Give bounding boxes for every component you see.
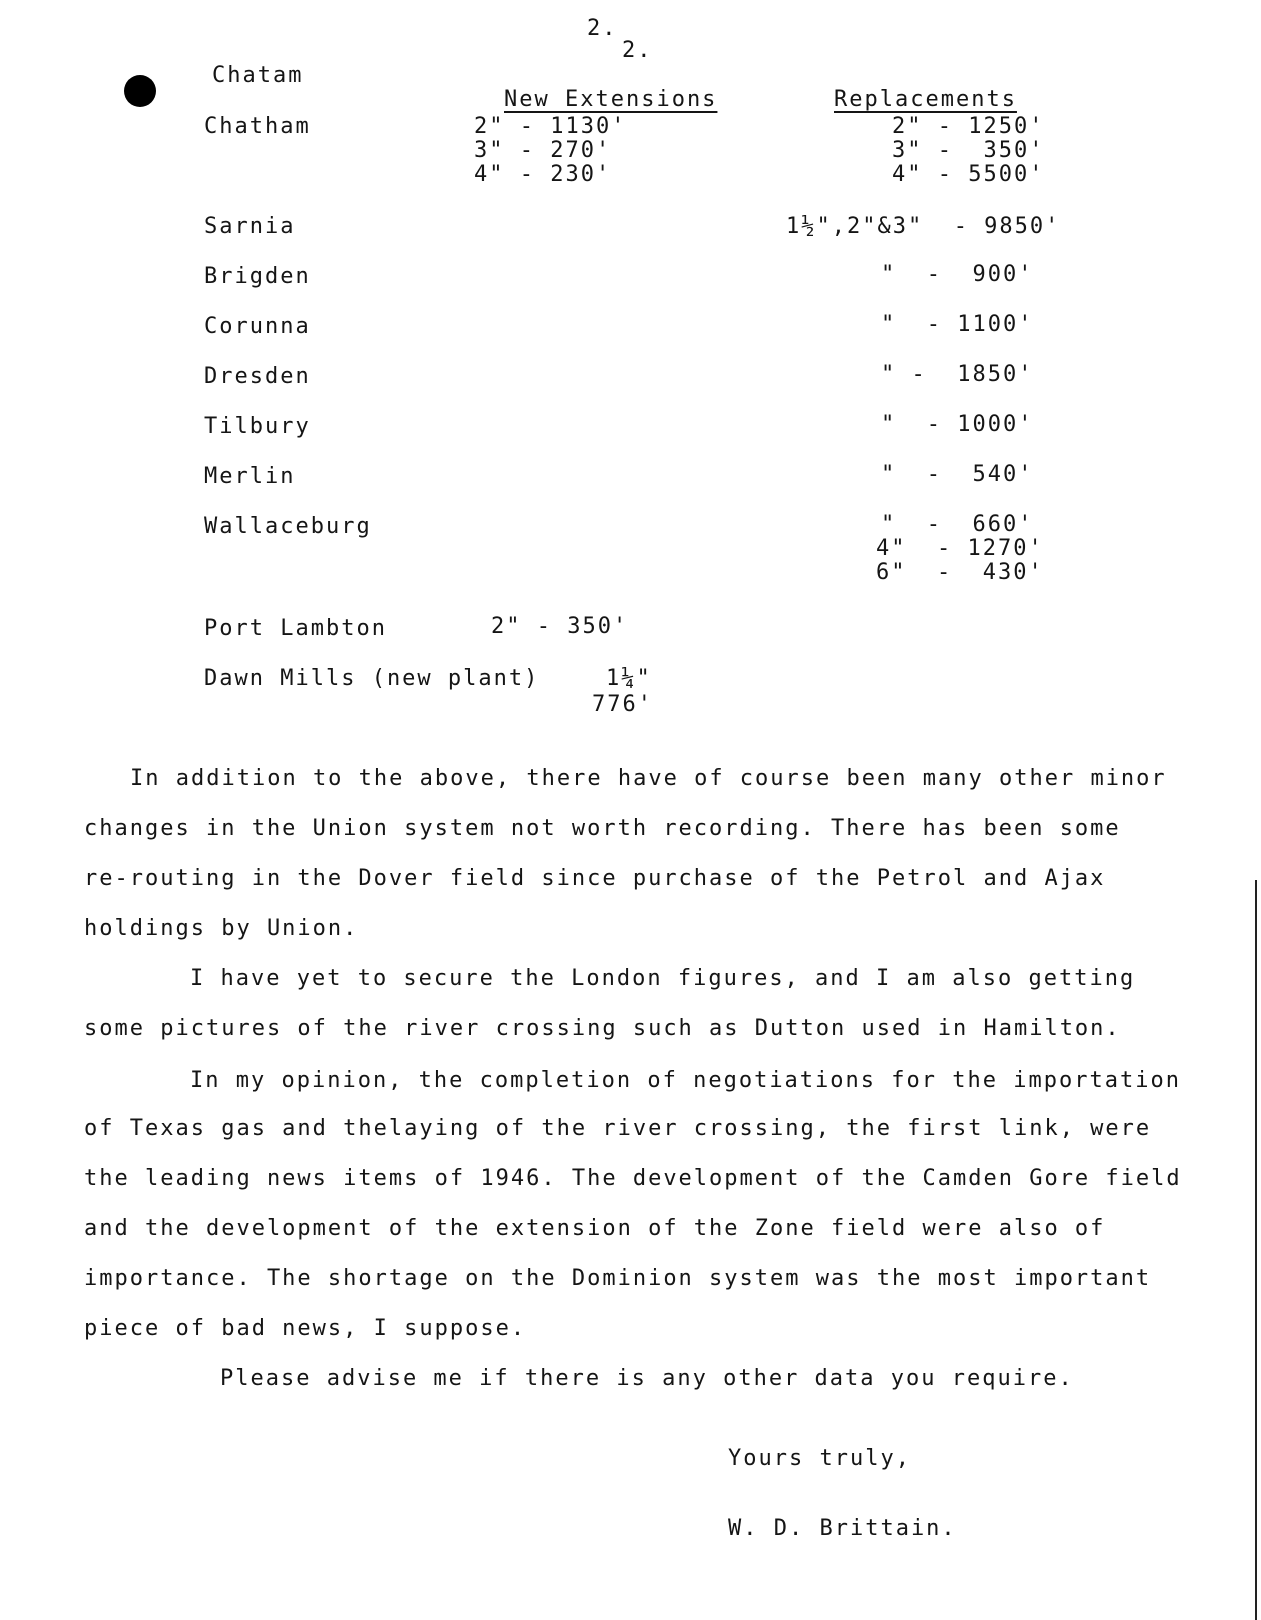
column-header-new-extensions: New Extensions xyxy=(504,87,718,112)
place-name: Merlin xyxy=(204,464,296,489)
place-name: Chatham xyxy=(204,114,311,139)
place-name: Port Lambton xyxy=(204,616,387,641)
body-line: I have yet to secure the London figures, and I am also getting xyxy=(190,966,1136,991)
punch-hole xyxy=(124,75,156,107)
body-line: In addition to the above, there have of course been many other minor xyxy=(130,766,1167,791)
body-line: and the development of the extension of the Zone field were also of xyxy=(84,1216,1106,1241)
replacement-entry: " - 660' xyxy=(881,512,1034,537)
place-name: Sarnia xyxy=(204,214,296,239)
place-name: Tilbury xyxy=(204,414,311,439)
replacement-entry: 3" - 350' xyxy=(892,138,1045,163)
place-name: Dresden xyxy=(204,364,311,389)
replacement-entry: " - 1000' xyxy=(881,412,1034,437)
body-line: of Texas gas and thelaying of the river crossing, the first link, were xyxy=(84,1116,1152,1141)
closing: Yours truly, xyxy=(728,1446,911,1471)
replacement-entry: " - 1100' xyxy=(881,312,1034,337)
place-name: Corunna xyxy=(204,314,311,339)
extension-entry: 1¼" xyxy=(606,666,652,691)
replacement-entry: 4" - 1270' xyxy=(876,536,1044,561)
page-number-second: 2. xyxy=(622,38,653,63)
signature: W. D. Brittain. xyxy=(728,1516,957,1541)
body-line: the leading news items of 1946. The development of the Camden Gore field xyxy=(84,1166,1182,1191)
replacement-entry: 6" - 430' xyxy=(876,560,1044,585)
place-name: Brigden xyxy=(204,264,311,289)
body-line: importance. The shortage on the Dominion system was the most important xyxy=(84,1266,1152,1291)
extension-length: 776' xyxy=(592,692,653,717)
extension-entry: 2" - 350' xyxy=(491,614,629,639)
replacement-entry: " - 540' xyxy=(881,462,1034,487)
body-line: some pictures of the river crossing such as Dutton used in Hamilton. xyxy=(84,1016,1121,1041)
extension-entry: 3" - 270' xyxy=(474,138,612,163)
body-line: holdings by Union. xyxy=(84,916,359,941)
replacement-entry: " - 1850' xyxy=(881,362,1034,387)
body-line: re-routing in the Dover field since purchase of the Petrol and Ajax xyxy=(84,866,1106,891)
body-line: changes in the Union system not worth recording. There has been some xyxy=(84,816,1121,841)
replacement-entry: 1½",2"&3" - 9850' xyxy=(786,214,1061,239)
replacement-entry: 4" - 5500' xyxy=(892,162,1045,187)
body-line: In my opinion, the completion of negotiations for the importation xyxy=(190,1068,1181,1093)
body-line: piece of bad news, I suppose. xyxy=(84,1316,527,1341)
place-name: Wallaceburg xyxy=(204,514,372,539)
page-edge-line xyxy=(1255,880,1257,1620)
replacement-entry: " - 900' xyxy=(881,262,1034,287)
extension-entry: 2" - 1130' xyxy=(474,114,627,139)
extension-entry: 4" - 230' xyxy=(474,162,612,187)
place-name: Dawn Mills (new plant) xyxy=(204,666,540,691)
column-header-replacements: Replacements xyxy=(834,87,1017,112)
body-line: Please advise me if there is any other data you require. xyxy=(220,1366,1074,1391)
page-number-top: 2. xyxy=(587,16,618,41)
replacement-entry: 2" - 1250' xyxy=(892,114,1045,139)
location-heading: Chatam xyxy=(212,63,304,88)
